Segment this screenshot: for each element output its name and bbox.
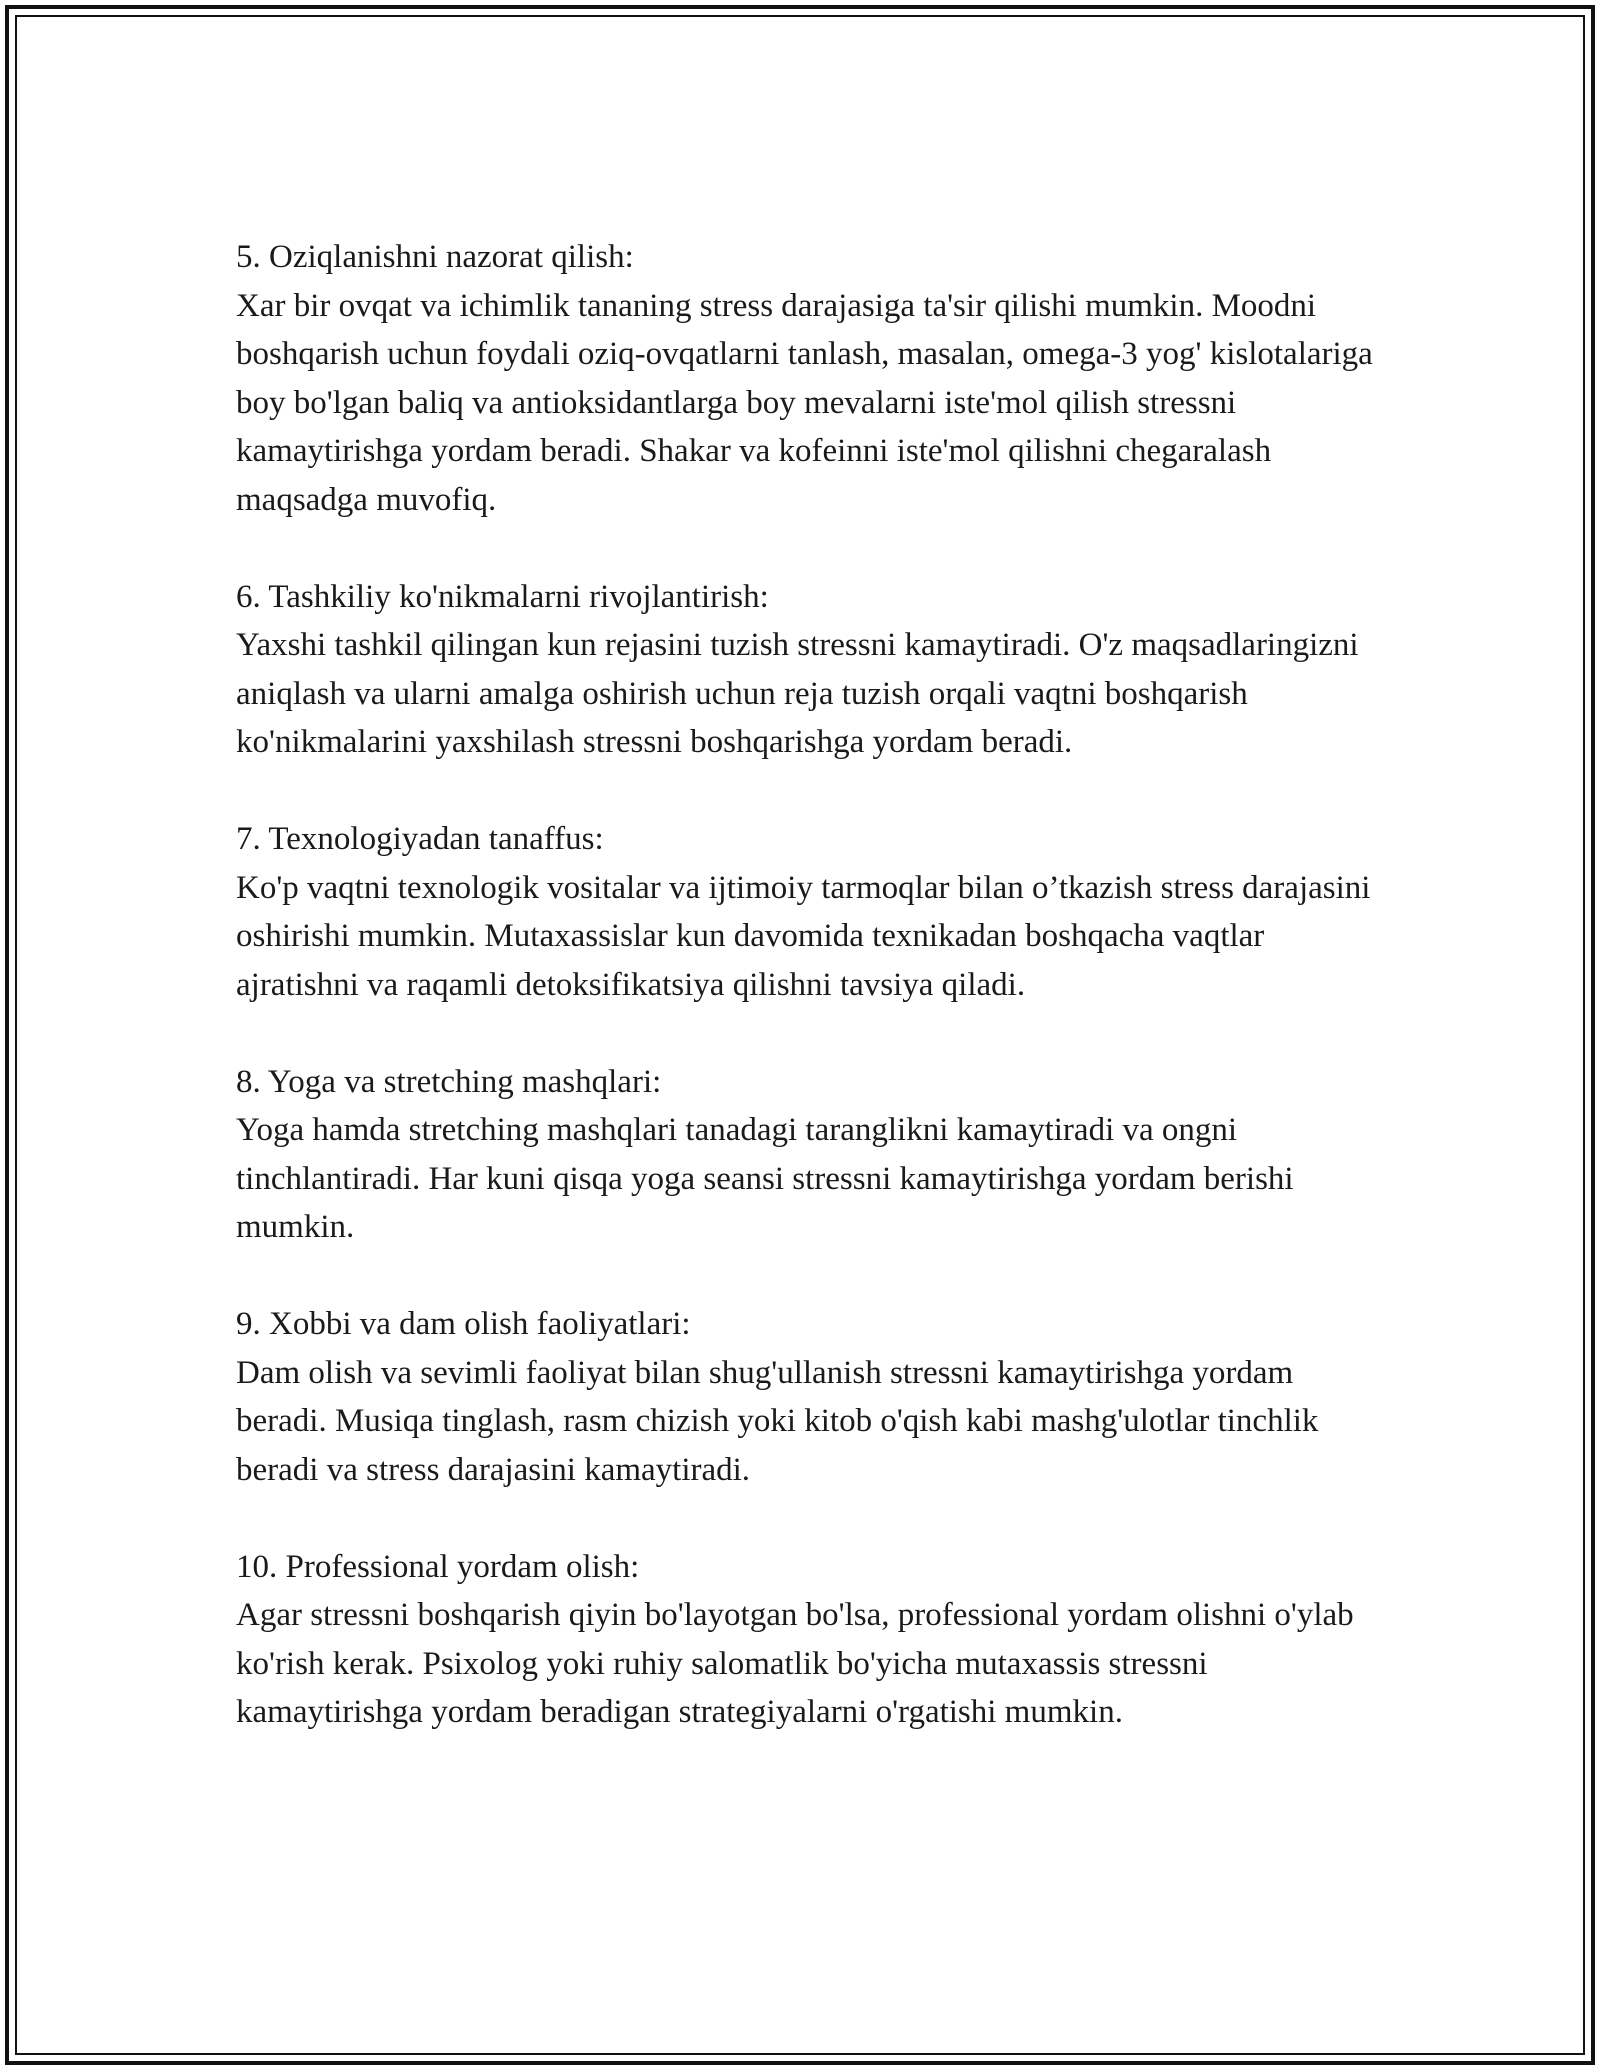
section-paragraph: Dam olish va sevimli faoliyat bilan shug'ullanish stressni kamaytirishga yordam beradi. Musiqa tinglash, rasm chizish yoki kitob o'qish kabi mashg'ulotlar tinchlik beradi va stress darajasini kamaytiradi. <box>236 1354 1319 1488</box>
section-yoga-stretching <box>236 1058 1376 1252</box>
section-nutrition <box>236 233 1376 524</box>
section-technology-break <box>236 815 1376 1009</box>
section-professional-help <box>236 1543 1376 1737</box>
document-body <box>236 233 1376 1785</box>
section-paragraph: Yoga hamda stretching mashqlari tanadagi taranglikni kamaytiradi va ongni tinchlantiradi. Har kuni qisqa yoga seansi stressni kamaytirishga yordam berishi mumkin. <box>236 1112 1294 1245</box>
section-organizational-skills <box>236 573 1376 767</box>
section-paragraph: Agar stressni boshqarish qiyin bo'layotgan bo'lsa, professional yordam olishni o'ylab ko'rish kerak. Psixolog yoki ruhiy salomatlik bo'yicha mutaxassis stressni kamaytirishga yordam beradigan strategiyalarni o'rgatishi mumkin. <box>236 1597 1354 1730</box>
section-title: 6. Tashkiliy ko'nikmalarni rivojlantirish: <box>236 578 769 615</box>
section-title: 7. Texnologiyadan tanaffus: <box>236 821 604 857</box>
section-paragraph: Yaxshi tashkil qilingan kun rejasini tuzish stressni kamaytiradi. O'z maqsadlaringizni aniqlash va ularni amalga oshirish uchun reja tuzish orqali vaqtni boshqarish ko'nikmalarini yaxshilash stressni boshqarishga yordam beradi. <box>236 627 1359 760</box>
section-paragraph: Xar bir ovqat va ichimlik tananing stress darajasiga ta'sir qilishi mumkin. Moodni boshqarish uchun foydali oziq-ovqatlarni tanlash, masalan, omega-3 yog' kislotalariga boy bo'lgan baliq va antioksidantlarga boy mevalarni iste'mol qilish stressni kamaytirishga yordam beradi. Shakar va kofeinni iste'mol qilishni chegaralash maqsadga muvofiq. <box>236 287 1373 518</box>
section-title: 9. Xobbi va dam olish faoliyatlari: <box>236 1306 691 1342</box>
section-title: 5. Oziqlanishni nazorat qilish: <box>236 239 634 275</box>
section-hobbies <box>236 1300 1376 1494</box>
section-title: 8. Yoga va stretching mashqlari: <box>236 1063 662 1100</box>
section-title: 10. Professional yordam olish: <box>236 1548 640 1585</box>
section-paragraph: Ko'p vaqtni texnologik vositalar va ijtimoiy tarmoqlar bilan o’tkazish stress darajasini oshirishi mumkin. Mutaxassislar kun davomida texnikadan boshqacha vaqtlar ajratishni va raqamli detoksifikatsiya qilishni tavsiya qiladi. <box>236 869 1371 1003</box>
